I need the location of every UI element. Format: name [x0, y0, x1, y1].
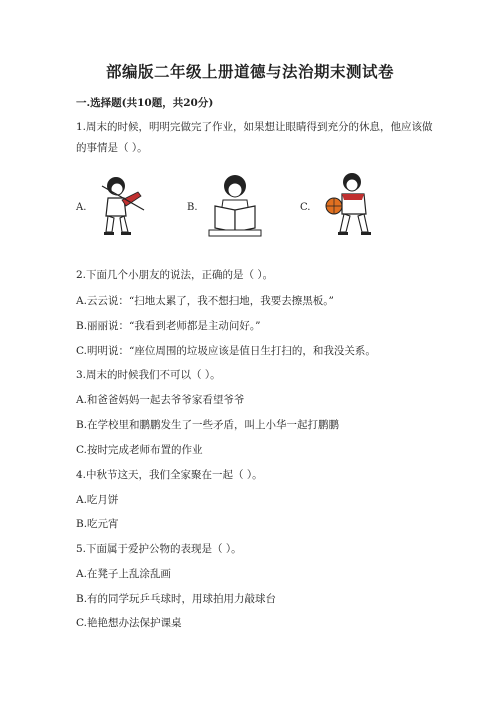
- question-4-option-b[interactable]: B.吃元宵: [76, 518, 119, 530]
- page-title: 部编版二年级上册道德与法治期末测试卷: [105, 62, 394, 81]
- option-b-figure[interactable]: [187, 170, 277, 245]
- basketball-child-illustration: [312, 170, 382, 240]
- question-2-option-c[interactable]: C.明明说：“座位周围的垃圾应该是值日生打扫的，和我没关系。: [76, 345, 376, 357]
- option-c-label: C.: [300, 202, 311, 213]
- question-3-stem: 3.周末的时候我们不可以（ ）。: [76, 369, 221, 381]
- question-2-option-b[interactable]: B.丽丽说：“我看到老师都是主动问好。”: [76, 320, 261, 332]
- question-3-option-a[interactable]: A.和爸爸妈妈一起去爷爷家看望爷爷: [76, 394, 245, 406]
- question-5-option-a[interactable]: A.在凳子上乱涂乱画: [76, 568, 171, 580]
- question-3-option-c[interactable]: C.按时完成老师布置的作业: [76, 444, 203, 456]
- reading-child-illustration: [199, 170, 269, 240]
- section-heading: 一.选择题(共10题，共20分): [76, 97, 214, 109]
- question-2-option-a[interactable]: A.云云说：“扫地太累了，我不想扫地，我要去擦黑板。”: [76, 295, 334, 307]
- violin-child-illustration: [88, 170, 158, 240]
- question-5-option-c[interactable]: C.艳艳想办法保护课桌: [76, 617, 182, 629]
- question-5-option-b[interactable]: B.有的同学玩乒乓球时，用球拍用力敲球台: [76, 593, 277, 605]
- question-5-stem: 5.下面属于爱护公物的表现是（ ）。: [76, 543, 242, 555]
- question-4-option-a[interactable]: A.吃月饼: [76, 494, 119, 506]
- question-2-stem: 2.下面几个小朋友的说法，正确的是（ ）。: [76, 269, 274, 281]
- option-a-label: A.: [76, 202, 87, 213]
- question-1-stem: 1.周末的时候，明明完做完了作业，如果想让眼睛得到充分的休息，他应该做: [76, 121, 433, 133]
- option-a-figure[interactable]: [76, 170, 166, 245]
- question-4-stem: 4.中秋节这天，我们全家聚在一起（ ）。: [76, 469, 263, 481]
- option-b-label: B.: [187, 202, 198, 213]
- question-1-stem-cont: 的事情是（ ）。: [76, 142, 148, 154]
- question-3-option-b[interactable]: B.在学校里和鹏鹏发生了一些矛盾，叫上小华一起打鹏鹏: [76, 419, 340, 431]
- option-c-figure[interactable]: [300, 170, 390, 245]
